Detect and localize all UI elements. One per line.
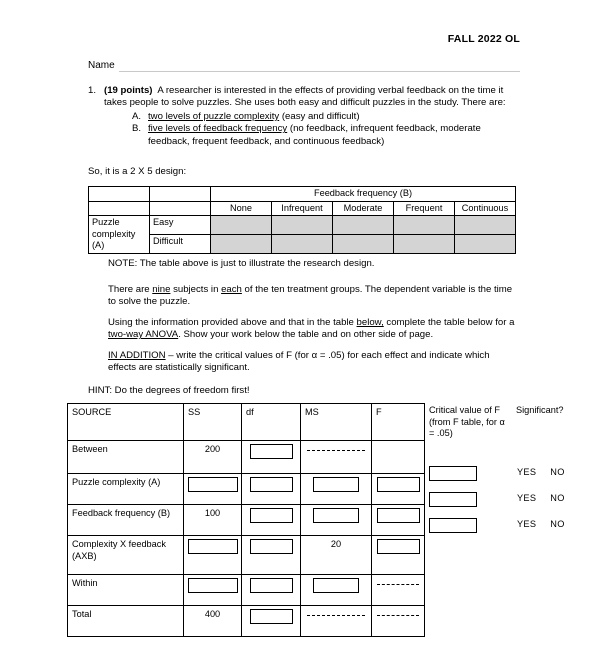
anova-col-header-ms: MS [301, 404, 372, 441]
anova-ms-total-cell [301, 606, 372, 637]
design-cell-easy-moderate [333, 216, 394, 235]
subjects-text-mid: subjects in [170, 284, 222, 295]
anova-source-interaction: Complexity X feedback (AXB) [68, 536, 184, 575]
anova-df-interaction-input[interactable] [250, 539, 293, 554]
anova-ms-feedback-cell [301, 505, 372, 536]
anova-table-container [67, 403, 565, 637]
anova-f-interaction-cell [372, 536, 425, 575]
factor-b-level-frequent: Frequent [394, 201, 455, 216]
table-row [68, 441, 425, 474]
factor-b-level-none: None [211, 201, 272, 216]
significance-yes-feedback[interactable]: YES [517, 493, 537, 503]
design-corner-cell-1 [89, 187, 150, 202]
question-text [104, 85, 522, 110]
anova-f-total-cell [372, 606, 425, 637]
table-row [68, 536, 425, 575]
using-text-mid: complete the table below for a [383, 317, 515, 328]
question-points: (19 points) [104, 85, 153, 96]
anova-ms-within-cell [301, 575, 372, 606]
anova-f-complexity-input[interactable] [377, 477, 420, 492]
factor-b-level-moderate: Moderate [333, 201, 394, 216]
anova-col-header-critical-value: Critical value of F (from F table, for α = .05) [429, 405, 505, 438]
anova-ms-between-cell [301, 441, 372, 474]
anova-table [67, 403, 425, 637]
sub-item-b-rest: (no feedback, infrequent feedback, moderate feedback, frequent feedback, and continuous feedback) [148, 123, 481, 147]
anova-source-complexity: Puzzle complexity (A) [68, 474, 184, 505]
factor-b-level-continuous: Continuous [455, 201, 516, 216]
question-number: 1. [88, 85, 97, 96]
significance-no-interaction[interactable]: NO [550, 519, 565, 529]
hint-paragraph: HINT: Do the degrees of freedom first! [88, 385, 250, 396]
design-corner-cell-3 [89, 201, 150, 216]
design-cell-difficult-moderate [333, 234, 394, 253]
design-cell-difficult-frequent [394, 234, 455, 253]
anova-ss-interaction-cell [184, 536, 242, 575]
design-cell-difficult-none [211, 234, 272, 253]
course-term-header: FALL 2022 OL [447, 33, 520, 45]
significance-yes-complexity[interactable]: YES [517, 467, 537, 477]
subjects-paragraph [108, 284, 520, 309]
significance-toggle-complexity[interactable] [517, 467, 565, 477]
anova-ms-complexity-cell [301, 474, 372, 505]
design-table-header-row-2 [89, 201, 516, 216]
design-cell-easy-frequent [394, 216, 455, 235]
anova-ms-between-dashes [307, 450, 365, 451]
anova-col-header-significant: Significant? [516, 405, 564, 415]
anova-source-total: Total [68, 606, 184, 637]
in-addition-underlined: IN ADDITION [108, 350, 166, 361]
factor-a-label: Puzzle complexity (A) [89, 216, 150, 254]
anova-df-total-cell [242, 606, 301, 637]
anova-critical-feedback-input[interactable] [429, 492, 477, 507]
using-paragraph [108, 317, 520, 342]
anova-df-complexity-input[interactable] [250, 477, 293, 492]
sub-item-a [132, 111, 522, 123]
anova-ms-complexity-input[interactable] [313, 477, 359, 492]
anova-source-between: Between [68, 441, 184, 474]
anova-f-feedback-input[interactable] [377, 508, 420, 523]
anova-col-header-source: SOURCE [68, 404, 184, 441]
anova-f-complexity-cell [372, 474, 425, 505]
design-table-row-easy [89, 216, 516, 235]
using-text-pre: Using the information provided above and that in the table [108, 317, 357, 328]
in-addition-paragraph [108, 350, 520, 375]
anova-df-between-cell [242, 441, 301, 474]
sub-item-a-rest: (easy and difficult) [279, 110, 360, 122]
subjects-text-pre: There are [108, 284, 153, 295]
design-intro-text: So, it is a 2 X 5 design: [88, 166, 187, 177]
anova-df-within-cell [242, 575, 301, 606]
subjects-nine-underlined: nine [152, 284, 171, 295]
anova-col-header-f: F [372, 404, 425, 441]
anova-critical-interaction-input[interactable] [429, 518, 477, 533]
name-input-rule[interactable] [119, 60, 520, 72]
anova-ss-complexity-input[interactable] [188, 477, 238, 492]
design-cell-easy-none [211, 216, 272, 235]
table-row [68, 474, 425, 505]
design-cell-easy-infrequent [272, 216, 333, 235]
significance-no-complexity[interactable]: NO [550, 467, 565, 477]
in-addition-rest: – write the critical values of F (for α = .05) for each effect and indicate which effects are statistically significant. [108, 350, 490, 374]
anova-df-between-input[interactable] [250, 444, 293, 459]
anova-ms-interaction: 20 [301, 536, 372, 575]
anova-ss-within-input[interactable] [188, 578, 238, 593]
anova-f-between-cell [372, 441, 425, 474]
table-row [68, 505, 425, 536]
anova-df-feedback-input[interactable] [250, 508, 293, 523]
design-corner-cell-4 [150, 201, 211, 216]
name-label: Name [88, 60, 115, 71]
anova-source-within: Within [68, 575, 184, 606]
factor-b-level-infrequent: Infrequent [272, 201, 333, 216]
significance-toggle-interaction[interactable] [517, 519, 565, 529]
sub-item-b [132, 123, 522, 148]
anova-f-interaction-input[interactable] [377, 539, 420, 554]
anova-ss-between: 200 [184, 441, 242, 474]
factor-a-level-easy: Easy [150, 216, 211, 235]
design-cell-difficult-continuous [455, 234, 516, 253]
using-below-underlined: below, [356, 317, 384, 328]
anova-ss-interaction-input[interactable] [188, 539, 238, 554]
anova-header-row [68, 404, 425, 441]
sub-item-a-underlined: two levels of puzzle complexity [148, 110, 280, 122]
design-table-header-row-1 [89, 187, 516, 202]
design-table [88, 186, 516, 254]
anova-ms-total-dashes [307, 615, 365, 616]
question-block [88, 85, 522, 148]
anova-col-header-ss: SS [184, 404, 242, 441]
anova-ms-feedback-input[interactable] [313, 508, 359, 523]
anova-df-total-input[interactable] [250, 609, 293, 624]
sub-item-b-underlined: five levels of feedback frequency [148, 123, 288, 135]
anova-f-within-cell [372, 575, 425, 606]
design-cell-easy-continuous [455, 216, 516, 235]
anova-ss-within-cell [184, 575, 242, 606]
anova-f-total-dashes [377, 615, 419, 616]
sub-item-b-letter: B. [132, 123, 142, 135]
design-table-container [88, 186, 516, 254]
anova-ss-complexity-cell [184, 474, 242, 505]
design-corner-cell-2 [150, 187, 211, 202]
anova-df-complexity-cell [242, 474, 301, 505]
significance-no-feedback[interactable]: NO [550, 493, 565, 503]
anova-df-feedback-cell [242, 505, 301, 536]
significance-yes-interaction[interactable]: YES [517, 519, 537, 529]
anova-ss-total: 400 [184, 606, 242, 637]
design-table-row-difficult [89, 234, 516, 253]
sub-item-a-letter: A. [132, 110, 142, 122]
anova-col-header-df: df [242, 404, 301, 441]
subjects-each-underlined: each [221, 284, 242, 295]
anova-f-feedback-cell [372, 505, 425, 536]
anova-source-feedback: Feedback frequency (B) [68, 505, 184, 536]
anova-df-within-input[interactable] [250, 578, 293, 593]
significance-toggle-feedback[interactable] [517, 493, 565, 503]
anova-ms-within-input[interactable] [313, 578, 359, 593]
design-cell-difficult-infrequent [272, 234, 333, 253]
using-twoway-underlined: two-way ANOVA [108, 329, 179, 341]
anova-df-interaction-cell [242, 536, 301, 575]
anova-f-within-dashes [377, 584, 419, 585]
factor-a-level-difficult: Difficult [150, 234, 211, 253]
note-paragraph: NOTE: The table above is just to illustrate the research design. [108, 258, 375, 269]
question-sublist [132, 111, 522, 148]
question-prompt: A researcher is interested in the effects of providing verbal feedback on the time it takes people to solve puzzles. She uses both easy and difficult puzzles in the study. There are: [104, 85, 506, 109]
factor-b-header: Feedback frequency (B) [211, 187, 516, 202]
subjects-text-post: of the ten treatment groups. The dependent variable is the time to solve the puzzle. [108, 284, 513, 308]
anova-ss-feedback: 100 [184, 505, 242, 536]
using-text-post: . Show your work below the table and on other side of page. [178, 329, 434, 341]
table-row [68, 606, 425, 637]
name-field-row [88, 60, 520, 72]
anova-critical-complexity-input[interactable] [429, 466, 477, 481]
table-row [68, 575, 425, 606]
